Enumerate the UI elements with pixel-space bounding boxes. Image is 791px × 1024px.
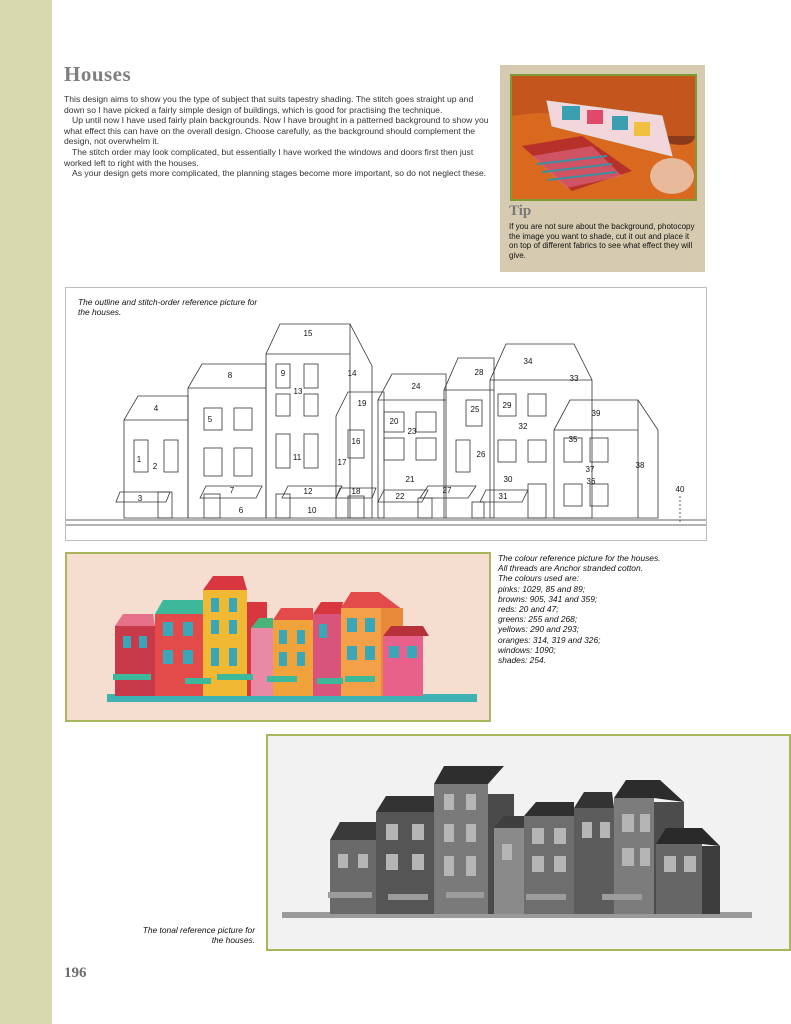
diagram-caption: The outline and stitch-order reference picture for the houses. [78,297,258,317]
colour-note-line: oranges: 314, 319 and 326; [498,634,601,645]
colour-note-line: browns: 905, 341 and 359; [498,593,598,604]
stitch-number-labels [66,288,706,540]
stitch-number-2: 2 [152,462,158,471]
body-text [64,94,490,179]
stitch-number-21: 21 [405,475,415,484]
stitch-number-35: 35 [568,435,578,444]
stitch-number-15: 15 [303,329,313,338]
stitch-number-33: 33 [569,374,579,383]
colour-note-line: All threads are Anchor stranded cotton. [498,563,643,574]
stitch-number-3: 3 [137,494,143,503]
stitch-number-1: 1 [136,455,142,464]
stitch-number-6: 6 [238,506,244,515]
tonal-reference-picture [266,734,791,951]
stitch-number-5: 5 [207,415,213,424]
tonal-caption: The tonal reference picture for the houses. [142,925,255,945]
tip-heading: Tip [509,203,532,219]
stitch-number-8: 8 [227,371,233,380]
colour-reference-picture [65,552,491,722]
paragraph: This design aims to show you the type of subject that suits tapestry shading. The stitch goes straight up and down so I have picked a fairly simple design of buildings, which is good for practising the technique. [64,94,474,115]
stitch-number-23: 23 [407,427,417,436]
colour-houses-image [67,554,489,720]
stitch-number-11: 11 [292,453,302,462]
fabric-photo-image [512,76,695,199]
stitch-number-19: 19 [357,399,367,408]
stitch-number-30: 30 [503,475,513,484]
stitch-number-29: 29 [502,401,512,410]
colour-note-line: yellows: 290 and 293; [498,624,580,635]
paragraph: Up until now I have used fairly plain backgrounds. Now I have brought in a patterned background to show you what effect this can have on the overall design. Choose carefully, as the background should complement the design, not overwhelm it. [64,115,489,147]
stitch-number-9: 9 [280,369,286,378]
colour-note-line: pinks: 1029, 85 and 89; [498,583,586,594]
colour-note-line: The colours used are: [498,573,580,584]
tip-box [500,65,705,272]
stitch-number-24: 24 [411,382,421,391]
stitch-number-40: 40 [675,485,685,494]
stitch-number-4: 4 [153,404,159,413]
colour-note-line: windows: 1090; [498,644,556,655]
stitch-number-28: 28 [474,368,484,377]
paragraph: As your design gets more complicated, the planning stages become more important, so do not neglect these. [72,168,487,179]
stitch-number-14: 14 [347,369,357,378]
tip-text: If you are not sure about the background, photocopy the image you want to shade, cut it out and place it on top of different fabrics to see what effect they will give. [509,222,695,260]
page-number: 196 [64,965,87,981]
stitch-number-12: 12 [303,487,313,496]
stitch-number-31: 31 [498,492,508,501]
stitch-number-38: 38 [635,461,645,470]
stitch-number-20: 20 [389,417,399,426]
tip-photo [510,74,697,201]
stitch-number-10: 10 [307,506,317,515]
colour-note-line: The colour reference picture for the houses. [498,553,661,563]
stitch-number-27: 27 [442,486,452,495]
stitch-number-26: 26 [476,450,486,459]
colour-note-line: reds: 20 and 47; [498,604,559,615]
colour-note-line: greens: 255 and 268; [498,614,578,625]
tonal-houses-image [268,736,789,949]
stitch-number-37: 37 [585,465,595,474]
colour-notes [498,553,698,665]
page-title: Houses [64,62,132,86]
stitch-number-34: 34 [523,357,533,366]
stitch-number-13: 13 [293,387,303,396]
colour-note-line: shades: 254. [498,655,546,666]
stitch-number-36: 36 [586,477,596,486]
stitch-number-22: 22 [395,492,405,501]
stitch-number-32: 32 [518,422,528,431]
paragraph: The stitch order may look complicated, but essentially I have worked the windows and doors first then just worked left to right with the houses. [64,146,474,168]
stitch-number-39: 39 [591,409,601,418]
stitch-order-diagram [65,287,707,541]
stitch-number-16: 16 [351,437,361,446]
stitch-number-25: 25 [470,405,480,414]
stitch-number-18: 18 [351,487,361,496]
stitch-number-7: 7 [229,486,235,495]
stitch-number-17: 17 [337,458,347,467]
page-sidebar-band [0,0,52,1024]
